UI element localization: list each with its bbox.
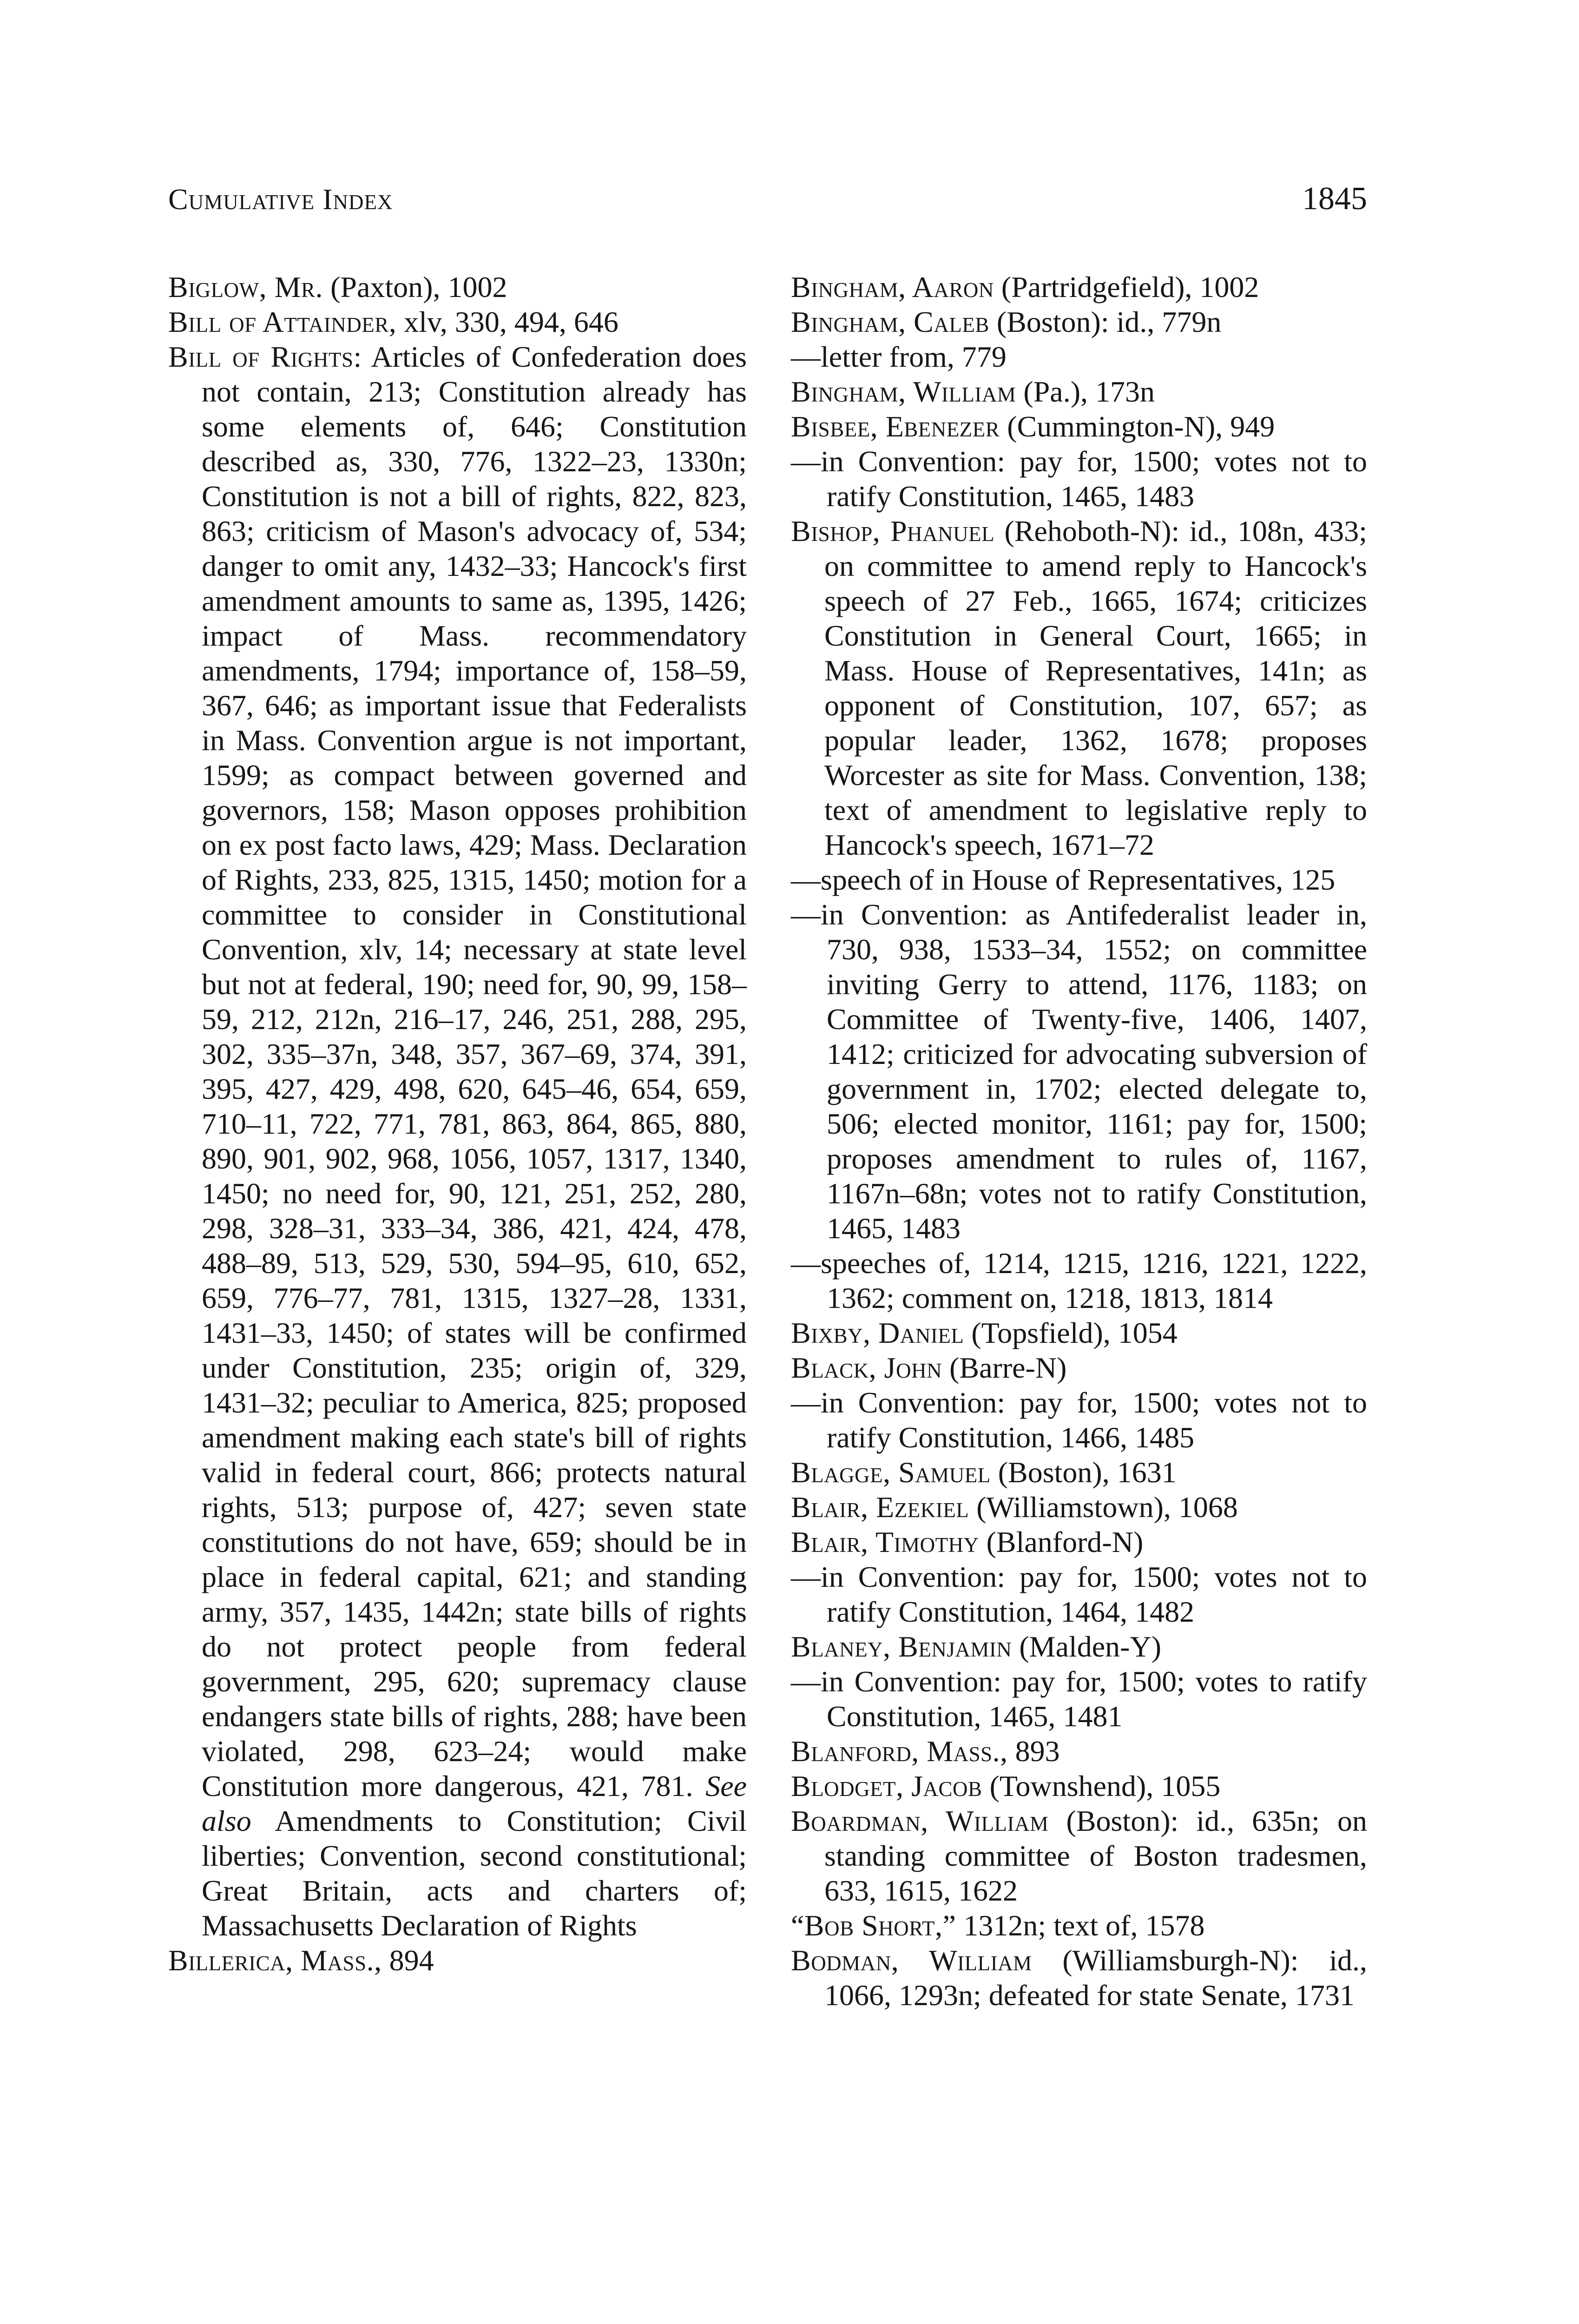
entry-heading: “Bob Short,”	[791, 1909, 956, 1942]
index-entry-bingham-william	[791, 374, 1367, 409]
index-entry-bill-of-rights	[168, 339, 747, 1943]
see-also-text: Amendments to Constitution; Civil liberties; Convention, second constitutional; Great Britain, acts and charters of; Massachusetts Declaration of Rights	[202, 1804, 747, 1942]
index-entry-blodget-jacob	[791, 1769, 1367, 1803]
index-entry-bob-short	[791, 1908, 1367, 1943]
entry-heading: Blair, Ezekiel	[791, 1491, 969, 1524]
index-subentry	[791, 339, 1367, 374]
index-entry-blaney-benjamin	[791, 1629, 1367, 1664]
entry-text: (Townshend), 1055	[982, 1769, 1221, 1802]
entry-heading: Boardman, William	[791, 1804, 1049, 1837]
see-also-label: See also	[202, 1769, 747, 1837]
index-entry-blanford	[791, 1734, 1367, 1769]
entry-heading: Bingham, Aaron	[791, 271, 994, 304]
entry-text: (Boston): id., 635n; on standing committee of Boston tradesmen, 633, 1615, 1622	[824, 1804, 1367, 1907]
subentry-text: —speeches of, 1214, 1215, 1216, 1221, 1222, 1362; comment on, 1218, 1813, 1814	[791, 1247, 1367, 1314]
index-entry-billerica	[168, 1943, 747, 1978]
entry-text: 894	[382, 1944, 434, 1977]
index-subentry	[791, 897, 1367, 1246]
entry-heading: Bixby, Daniel	[791, 1316, 964, 1349]
running-head: Cumulative Index	[168, 183, 393, 216]
subentry-text: —in Convention: pay for, 1500; votes not to ratify Constitution, 1466, 1485	[791, 1386, 1367, 1454]
entry-text: (Boston), 1631	[990, 1456, 1177, 1489]
entry-heading: Bingham, Caleb	[791, 305, 989, 338]
entry-text: (Rehoboth-N): id., 108n, 433; on committee to amend reply to Hancock's speech of 27 Feb., 1665, 1674; criticizes Constitution in General Court, 1665; in Mass. House of Representatives, 141n; as opponent of Constitution, 107, 657; as popular leader, 1362, 1678; proposes Worcester as site for Mass. Convention, 138; text of amendment to legislative reply to Hancock's speech, 1671–72	[824, 515, 1368, 861]
index-column-left	[168, 270, 747, 1978]
entry-text: 1312n; text of, 1578	[956, 1909, 1205, 1942]
page-header	[168, 182, 1367, 233]
index-entry-bingham-caleb	[791, 304, 1367, 339]
index-subentry	[791, 1385, 1367, 1455]
subentry-text: —in Convention: pay for, 1500; votes to ratify Constitution, 1465, 1481	[791, 1665, 1367, 1733]
subentry-text: —speech of in House of Representatives, 125	[791, 863, 1336, 896]
entry-heading: Bill of Rights:	[168, 340, 362, 373]
entry-heading: Blair, Timothy	[791, 1525, 979, 1558]
index-entry-bisbee-ebenezer	[791, 409, 1367, 444]
entry-text: (Boston): id., 779n	[989, 305, 1222, 338]
index-entry-bill-of-attainder	[168, 304, 747, 339]
entry-text: xlv, 330, 494, 646	[396, 305, 618, 338]
index-column-right	[791, 270, 1367, 2013]
entry-heading: Bodman, William	[791, 1944, 1032, 1977]
entry-text: (Williamsburgh-N): id., 1066, 1293n; defeated for state Senate, 1731	[824, 1944, 1367, 2012]
entry-heading: Bingham, William	[791, 375, 1016, 408]
index-entry-biglow	[168, 270, 747, 304]
index-entry-bodman-william	[791, 1943, 1367, 2013]
entry-heading: Blanford, Mass.,	[791, 1735, 1008, 1768]
entry-text: (Topsfield), 1054	[964, 1316, 1178, 1349]
entry-text: Articles of Confederation does not contain, 213; Constitution already has some elements of, 646; Constitution described as, 330, 776, 1322–23, 1330n; Constitution is not a bill of rights, 822, 823, 863; criticism of Mason's advocacy of, 534; danger to omit any, 1432–33; Hancock's first amendment amounts to same as, 1395, 1426; impact of Mass. recommendatory amendments, 1794; importance of, 158–59, 367, 646; as important issue that Federalists in Mass. Convention argue is not important, 1599; as compact between governed and governors, 158; Mason opposes prohibition on ex post facto laws, 429; Mass. Declaration of Rights, 233, 825, 1315, 1450; motion for a committee to consider in Constitutional Convention, xlv, 14; necessary at state level but not at federal, 190; need for, 90, 99, 158–59, 212, 212n, 216–17, 246, 251, 288, 295, 302, 335–37n, 348, 357, 367–69, 374, 391, 395, 427, 429, 498, 620, 645–46, 654, 659, 710–11, 722, 771, 781, 863, 864, 865, 880, 890, 901, 902, 968, 1056, 1057, 1317, 1340, 1450; no need for, 90, 121, 251, 252, 280, 298, 328–31, 333–34, 386, 421, 424, 478, 488–89, 513, 529, 530, 594–95, 610, 652, 659, 776–77, 781, 1315, 1327–28, 1331, 1431–33, 1450; of states will be confirmed under Constitution, 235; origin of, 329, 1431–32; peculiar to America, 825; proposed amendment making each state's bill of rights valid in federal court, 866; protects natural rights, 513; purpose of, 427; seven state constitutions do not have, 659; should be in place in federal capital, 621; and standing army, 357, 1435, 1442n; state bills of rights do not protect people from federal government, 295, 620; supremacy clause endangers state bills of rights, 288; have been violated, 298, 623–24; would make Constitution more dangerous, 421, 781.	[202, 340, 747, 1802]
subentry-text: —letter from, 779	[791, 340, 1007, 373]
entry-text: (Paxton), 1002	[323, 271, 507, 304]
subentry-text: —in Convention: as Antifederalist leader in, 730, 938, 1533–34, 1552; on committee inviting Gerry to attend, 1176, 1183; on Committee of Twenty-five, 1406, 1407, 1412; criticized for advocating subversion of government in, 1702; elected delegate to, 506; elected monitor, 1161; pay for, 1500; proposes amendment to rules of, 1167, 1167n–68n; votes not to ratify Constitution, 1465, 1483	[791, 898, 1367, 1245]
index-entry-blagge-samuel	[791, 1455, 1367, 1490]
entry-text: 893	[1007, 1735, 1060, 1768]
entry-heading: Bill of Attainder,	[168, 305, 397, 338]
page-number: 1845	[1302, 181, 1367, 217]
entry-text: (Barre-N)	[942, 1351, 1067, 1384]
entry-heading: Blodget, Jacob	[791, 1769, 982, 1802]
index-subentry	[791, 862, 1367, 897]
entry-text: (Cummington-N), 949	[1000, 410, 1275, 443]
entry-text: (Malden-Y)	[1012, 1630, 1161, 1663]
index-subentry	[791, 444, 1367, 514]
entry-text: (Partridgefield), 1002	[993, 271, 1259, 304]
entry-text: (Williamstown), 1068	[969, 1491, 1238, 1524]
index-entry-black-john	[791, 1350, 1367, 1385]
index-subentry	[791, 1664, 1367, 1734]
index-entry-blair-timothy	[791, 1525, 1367, 1559]
entry-heading: Blaney, Benjamin	[791, 1630, 1012, 1663]
index-entry-blair-ezekiel	[791, 1490, 1367, 1525]
index-entry-bishop-phanuel	[791, 514, 1367, 862]
entry-heading: Bisbee, Ebenezer	[791, 410, 1000, 443]
index-subentry	[791, 1559, 1367, 1629]
entry-text: (Blanford-N)	[979, 1525, 1144, 1558]
entry-text: (Pa.), 173n	[1016, 375, 1155, 408]
subentry-text: —in Convention: pay for, 1500; votes not to ratify Constitution, 1465, 1483	[791, 445, 1367, 513]
subentry-text: —in Convention: pay for, 1500; votes not to ratify Constitution, 1464, 1482	[791, 1560, 1367, 1628]
entry-heading: Biglow, Mr.	[168, 271, 323, 304]
index-entry-bixby-daniel	[791, 1315, 1367, 1350]
index-entry-bingham-aaron	[791, 270, 1367, 304]
entry-heading: Billerica, Mass.,	[168, 1944, 382, 1977]
entry-heading: Blagge, Samuel	[791, 1456, 991, 1489]
entry-heading: Black, John	[791, 1351, 942, 1384]
index-entry-boardman-william	[791, 1803, 1367, 1908]
entry-heading: Bishop, Phanuel	[791, 515, 995, 548]
index-subentry	[791, 1246, 1367, 1315]
